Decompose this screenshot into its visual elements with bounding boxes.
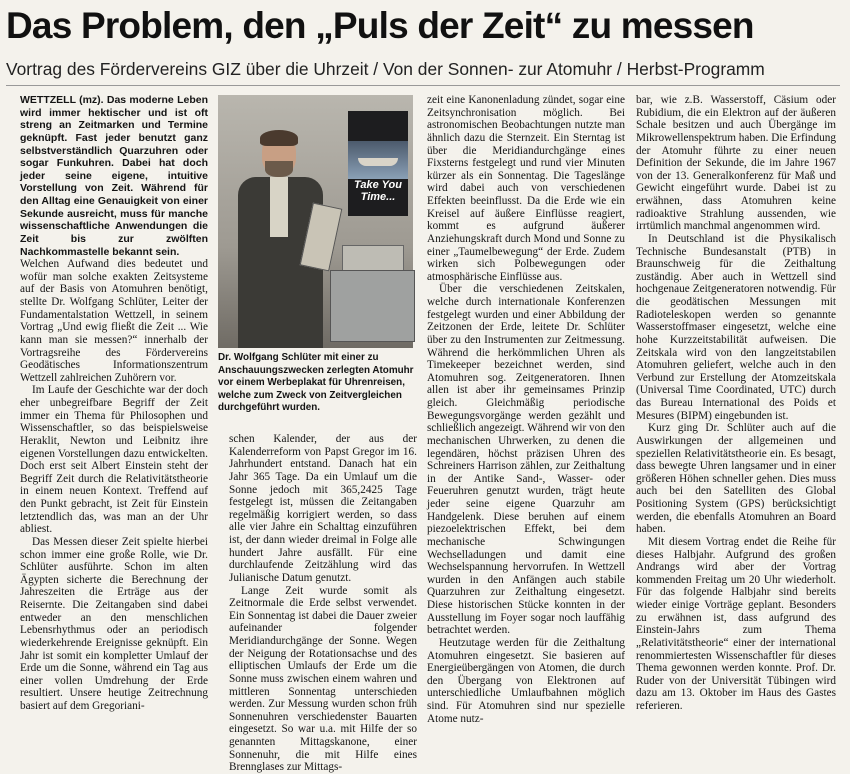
paragraph: Über die verschiedenen Zeitskalen, welche durch internationale Konferenzen festgelegt wurden und einer Abbildung der Zeitzonen der Erde, leitete Dr. Schlüter über zu den Instrumenten zur Zeitmessung. Während die herkömmlichen Uhren als Timekeeper bezeichnet werden, sind Atomuhren sog. Zeitgeneratoren. Ihnen allen ist aber ihr gemeinsames Prinzip gleich. Gleichmäßig periodische Bewegungsvorgänge werden gezählt und schließlich angezeigt. Während wir von den mechanischen Uhrwerken, zu denen die legendären, höchst präzisen Uhren des Schreiners Harrison zählen, zur Zeithaltung in der Antike Sand-, Wasser- oder Feueruhren genutzt wurden, trägt heute jeder seine eigene Quarzuhr am Handgelenk. Diese beruhen auf einem piezoelektrischen Effekt, bei dem mechanische Schwingungen Wechselladungen und damit eine Wechselspannung hervorrufen. In Wettzell wurden in den Anfängen auch stabile Quarzuhren zur Zeithaltung eingesetzt. Diese historischen Stücke konnten in der Ausstellung im Foyer sogar noch lauffähig betrachtet werden. [427,283,625,637]
equipment-rack [330,270,415,342]
paragraph: bar, wie z.B. Wasserstoff, Cäsium oder Rubidium, die ein Elektron auf der äußeren Schale besitzen und auch Übergänge im Mikrowellenspektrum haben. Die Erfindung der Atomuhr führte zu einer neuen Definition der Sekunde, die im Jahre 1967 von der 13. Generalkonferenz für Maß und Gewicht eingeführt wurde. Dabei ist zu erwähnen, dass Atomuhren keine radioaktive Strahlung aussenden, wie irrtümlich manchmal angenommen wird. [636,94,836,233]
paragraph: zeit eine Kanonenladung zündet, sogar eine Zeitsynchronisation möglich. Bei astronomischen Beobachtungen nutzte man ähnlich dazu die Sternzeit. Ein Sterntag ist über die Meridiandurchgänge eines Fixsterns festgelegt und rund vier Minuten kürzer als ein Sonnentag. Die Tageslänge wird dabei auch von verschiedenen Effekten beeinflusst. Da die Erde wie ein Kreisel auf äußere Einflüsse reagiert, kommt es aufgrund äußerer Anziehungskraft durch Mond und Sonne zu einer „Taumelbewegung“ der Erde. Zudem wirken sich Polbewegungen oder atmosphärische Einflüsse aus. [427,94,625,283]
paragraph: Heutzutage werden für die Zeithaltung Atomuhren eingesetzt. Sie basieren auf Energieübergängen von Atomen, die durch den Übergang von Elektronen auf unterschiedliche Umlaufbahnen möglich sind. Für Atomuhren sind nur spezielle Atome nutz- [427,636,625,725]
paragraph: Das Messen dieser Zeit spielte hierbei schon immer eine große Rolle, wie Dr. Schlüter ausführte. Schon im alten Ägypten sicherte die Berechnung der Jahreszeiten die Erträge aus der Reisernte. Die Zeitangaben sind dabei entweder an den menschlichen Lebensrhythmus oder an periodisch wiederkehrende Ereignisse geknüpft. Ein Jahr ist somit ein kompletter Umlauf der Erde um die Sonne, während ein Tag aus einer vollen Umdrehung der Erde resultiert. Unsere heutige Zeitrechnung basiert auf dem Gregoriani- [20,535,208,712]
paragraph: In Deutschland ist die Physikalisch Technische Bundesanstalt (PTB) in Braunschweig für die Zeithaltung zuständig. Aber auch in Wettzell sind hochgenaue Zeitgeneratoren notwendig. Für die geodätischen Messungen mit Radioteleskopen werden so genannte Wasserstoffmaser eingesetzt, welche eine hohe Kurzzeitstabilität aufweisen. Die Zeitskala wird von den langzeitstabilen Atomuhren geliefert, welche auch in den Verbund zur Erstellung der Atomzeitskala (Universal Time Coordinated, UTC) durch das Bureau International des Poids et Mesures (BIPM) eingebunden ist. [636,232,836,422]
speaker-shirt [270,177,288,237]
paragraph: Lange Zeit wurde somit als Zeitnormale die Erde selbst verwendet. Ein Sonnentag ist dabei die Dauer zweier aufeinander folgender Meridiandurchgänge der Sonne. Wegen der Neigung der Rotationsachse und des elliptischen Umlaufs der Erde um die Sonne muss zwischen einem wahren und mittleren Sonnentag unterschieden werden. Zur Messung wurden schon früh Sonnenuhren verschiedenster Bauarten eingesetzt. So war u.a. mit Hilfe der so genannten Mittagskanone, einer Sonnenuhr, die mit Hilfe eines Brennglases zur Mittags- [229,584,417,774]
travel-poster [348,111,408,216]
speaker-beard [265,161,293,177]
paragraph: Kurz ging Dr. Schlüter auch auf die Auswirkungen der allgemeinen und speziellen Relativitätstheorie ein. Es besagt, dass bewegte Uhren langsamer und in einer größeren Höhen schneller gehen. Dies muss auch bei den Satelliten des Global Positioning System (GPS) berücksichtigt werden, die ebenfalls Atomuhren an Board haben. [636,422,836,536]
article-photo [218,95,413,348]
paragraph: schen Kalender, der aus der Kalenderreform von Papst Gregor im 16. Jahrhundert entstand. Danach hat ein Jahr 365 Tage. Da ein Umlauf um die Sonne jedoch mit 365,2425 Tage festgelegt ist, müssen die Zeitangaben regelmäßig korrigiert werden, so dass alle vier Jahre ein Schalttag einzuführen ist, der dann wieder dreimal in Folge alle hundert Jahre ausfällt. Für eine durchlaufende Zeitzählung wird das Julianische Datum genutzt. [229,433,417,584]
paragraph: Im Laufe der Geschichte war der doch eher unbegreifbare Begriff der Zeit immer ein Thema für Philosophen und Wissenschaftler, so das beispielsweise Heraklit, Newton und Leibnitz ihre eigenen Vorstellungen dazu entwickelten. Doch erst seit Albert Einstein steht der Begriff Zeit durch die Relativitätstheorie in einem neuen Kontext. Treffend auf den Punkt gebracht, ist Zeit für Einstein letztendlich das, was man an der Uhr abliest. [20,384,208,536]
article-lead: WETTZELL (mz). Das moderne Leben wird immer hektischer und ist oft streng an Zeitmarken und Termine geknüpft. Fast jeder benutzt ganz selbstverständlich Quarzuhren oder sogar Funkuhren. Dabei hat doch jeder seine eigene, intuitive Vorstellung von Zeit. Während für den Alltag eine Genauigkeit von einer Sekunde ausreicht, muss für manche wissenschaftliche Anwendungen die Zeit bis zur zwölften Nachkommastelle bekannt sein. [20,94,208,258]
poster-text: Take You Time... [354,179,402,203]
text-column-3 [427,94,625,756]
text-column-2 [229,433,417,774]
paragraph: Welchen Aufwand dies bedeutet und wofür man solche exakten Zeitsysteme auf der Basis von Atomuhren benötigt, stellte Dr. Wolfgang Schlüter, Leiter der Fundamentalstation Wettzell, in seinem Vortrag „Und ewig fließt die Zeit ... Wie kann man sie messen?“ innerhalb der Vortragsreihe des Fördervereins Geodätisches Informationszentrum Wettzell zahlreichen Zuhörern vor. [20,258,208,384]
speaker-hair [260,130,298,146]
article-headline: Das Problem, den „Puls der Zeit“ zu messen [6,5,754,46]
poster-boat [358,158,398,166]
photo-caption: Dr. Wolfgang Schlüter mit einer zu Anschauungszwecken zerlegten Atomuhr vor einem Werbeplakat für Uhrenreisen, welche zum Zweck von Zeitvergleichen durchgeführt wurden. [218,352,414,414]
text-column-1 [20,94,208,756]
paragraph: Mit diesem Vortrag endet die Reihe für dieses Halbjahr. Aufgrund des großen Andrangs wird aber der Vortrag kommenden Freitag um 20 Uhr wiederholt. Für das folgende Halbjahr sind bereits wieder einige Vorträge geplant. Besonders zu erwähnen ist, dass aufgrund des Einstein-Jahrs zum Thema „Relativitätstheorie“ einer der international renommiertesten Wissenschaftler für dieses Thema gewonnen werden konnte. Prof. Dr. Ruder von der Universität Tübingen wird dazu am 13. Oktober im Haus des Gastes referieren. [636,535,836,712]
text-column-4 [636,94,836,756]
article-subheadline: Vortrag des Fördervereins GIZ über die Uhrzeit / Von der Sonnen- zur Atomuhr / Herbst-Programm [6,59,765,79]
header-divider [6,85,840,86]
